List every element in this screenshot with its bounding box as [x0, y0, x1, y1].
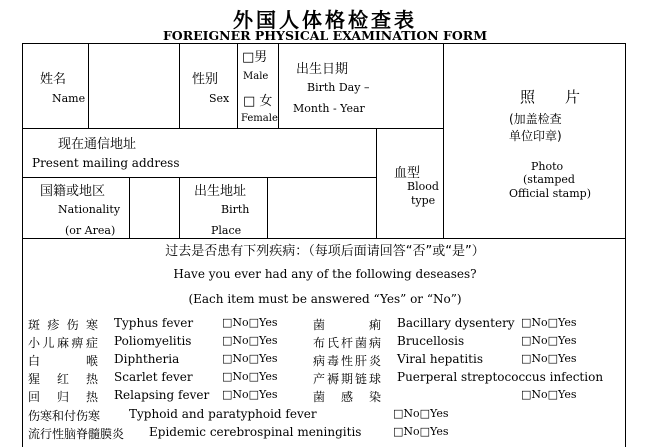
blood-label-zh: 血型	[394, 166, 421, 181]
nationality-label-area: (or Area)	[65, 224, 116, 237]
disease-left-answer[interactable]: □No□Yes	[222, 388, 278, 401]
photo-official-stamp: Official stamp)	[509, 187, 591, 200]
birthday-input[interactable]	[377, 46, 441, 126]
col-nationality-value	[129, 177, 130, 239]
female-checkbox[interactable]: □ 女	[243, 94, 273, 109]
name-label-en: Name	[52, 92, 86, 105]
disease-wide-zh: 伤寒和付伤寒	[28, 409, 101, 423]
form-title-chinese: 外国人体格检查表	[233, 8, 417, 32]
sex-label-en: Sex	[209, 92, 230, 105]
disease-left-zh: 回 归 热	[28, 390, 98, 404]
disease-left-answer[interactable]: □No□Yes	[222, 316, 278, 329]
disease-right-zh: 产 褥 期 链 球	[313, 372, 381, 386]
disease-right-en: Puerperal streptococcus infection	[397, 370, 604, 384]
disease-left-answer[interactable]: □No□Yes	[222, 370, 278, 383]
disease-left-en: Scarlet fever	[114, 370, 193, 384]
disease-wide-answer[interactable]: □No□Yes	[393, 407, 449, 420]
history-instruction: (Each item must be answered “Yes” or “No”)	[188, 292, 462, 306]
disease-right-zh: 菌 痢	[313, 318, 381, 332]
disease-left-en: Relapsing fever	[114, 388, 210, 402]
disease-right-answer[interactable]: □No□Yes	[521, 334, 577, 347]
disease-left-zh: 猩 红 热	[28, 372, 98, 386]
birthplace-label-zh: 出生地址	[194, 184, 247, 199]
disease-right-en: Brucellosis	[397, 334, 465, 348]
birthday-label-zh: 出生日期	[296, 62, 349, 77]
sex-label-zh: 性别	[192, 72, 219, 87]
disease-left-en: Diphtheria	[114, 352, 180, 366]
female-label: Female	[241, 113, 278, 124]
col-photo-left	[443, 43, 444, 239]
disease-left-zh: 斑 疹 伤 寒	[28, 318, 98, 332]
disease-right-zh: 菌 感 染	[313, 390, 381, 404]
col-birthplace-left	[179, 177, 180, 239]
disease-left-zh: 白 喉	[28, 354, 98, 368]
col-name-value-left	[88, 43, 89, 129]
history-question-en: Have you ever had any of the following deseases?	[173, 267, 477, 281]
disease-right-en: Viral hepatitis	[397, 352, 483, 366]
disease-left-en: Poliomyelitis	[114, 334, 192, 348]
disease-right-answer[interactable]: □No□Yes	[521, 352, 577, 365]
disease-right-answer[interactable]: □No□Yes	[521, 388, 577, 401]
birthplace-label-en2: Place	[211, 224, 242, 237]
disease-left-zh: 小 儿 麻 痹 症	[28, 336, 98, 350]
blood-label-en1: Blood	[407, 180, 439, 193]
nationality-label-zh: 国籍或地区	[40, 184, 106, 199]
disease-left-answer[interactable]: □No□Yes	[222, 352, 278, 365]
birthplace-label-en1: Birth	[221, 203, 250, 216]
disease-right-en: Bacillary dysentery	[397, 316, 515, 330]
col-blood-left	[376, 128, 377, 239]
col-birthday-left	[278, 43, 279, 129]
table-top-border	[22, 43, 626, 44]
photo-stamp-note: (stamped	[523, 173, 575, 186]
male-label: Male	[243, 71, 269, 82]
photo-label-zh: 照 片	[520, 88, 581, 106]
address-label-zh: 现在通信地址	[58, 137, 137, 152]
birthplace-input[interactable]	[269, 179, 374, 236]
birthday-label-en1: Birth Day –	[307, 81, 370, 94]
nationality-input[interactable]	[131, 179, 177, 236]
name-input[interactable]	[90, 46, 176, 126]
disease-wide-answer[interactable]: □No□Yes	[393, 425, 449, 438]
birthday-label-en2: Month - Year	[293, 102, 365, 115]
disease-wide-en: Epidemic cerebrospinal meningitis	[149, 425, 362, 439]
photo-label-en: Photo	[531, 160, 564, 173]
row-divider-3	[22, 238, 626, 239]
disease-right-answer[interactable]: □No□Yes	[521, 316, 577, 329]
photo-note-2: 单位印章)	[509, 129, 562, 143]
address-input[interactable]	[180, 130, 374, 175]
name-label-zh: 姓名	[40, 72, 67, 87]
disease-left-en: Typhus fever	[114, 316, 194, 330]
history-question-zh: 过去是否患有下列疾病：（每项后面请回答“否”或“是”）	[165, 244, 485, 259]
male-checkbox[interactable]: □男	[242, 50, 268, 65]
address-label-en: Present mailing address	[32, 156, 180, 170]
form-title-english: FOREIGNER PHYSICAL EXAMINATION FORM	[162, 28, 488, 43]
disease-right-zh: 病 毒 性 肝 炎	[313, 354, 381, 368]
blood-label-en2: type	[411, 194, 436, 207]
photo-note-1: (加盖检查	[509, 112, 562, 126]
disease-right-zh: 布 氏 杆 菌 病	[313, 336, 381, 350]
disease-left-answer[interactable]: □No□Yes	[222, 334, 278, 347]
col-birthplace-value	[267, 177, 268, 239]
col-sexbox-left	[237, 43, 238, 129]
disease-wide-en: Typhoid and paratyphoid fever	[129, 407, 317, 421]
row-divider-1	[22, 128, 443, 129]
row-divider-2	[22, 177, 376, 178]
nationality-label-en: Nationality	[58, 203, 121, 216]
disease-wide-zh: 流行性脑脊髓膜炎	[28, 427, 125, 441]
col-sex-left	[179, 43, 180, 129]
